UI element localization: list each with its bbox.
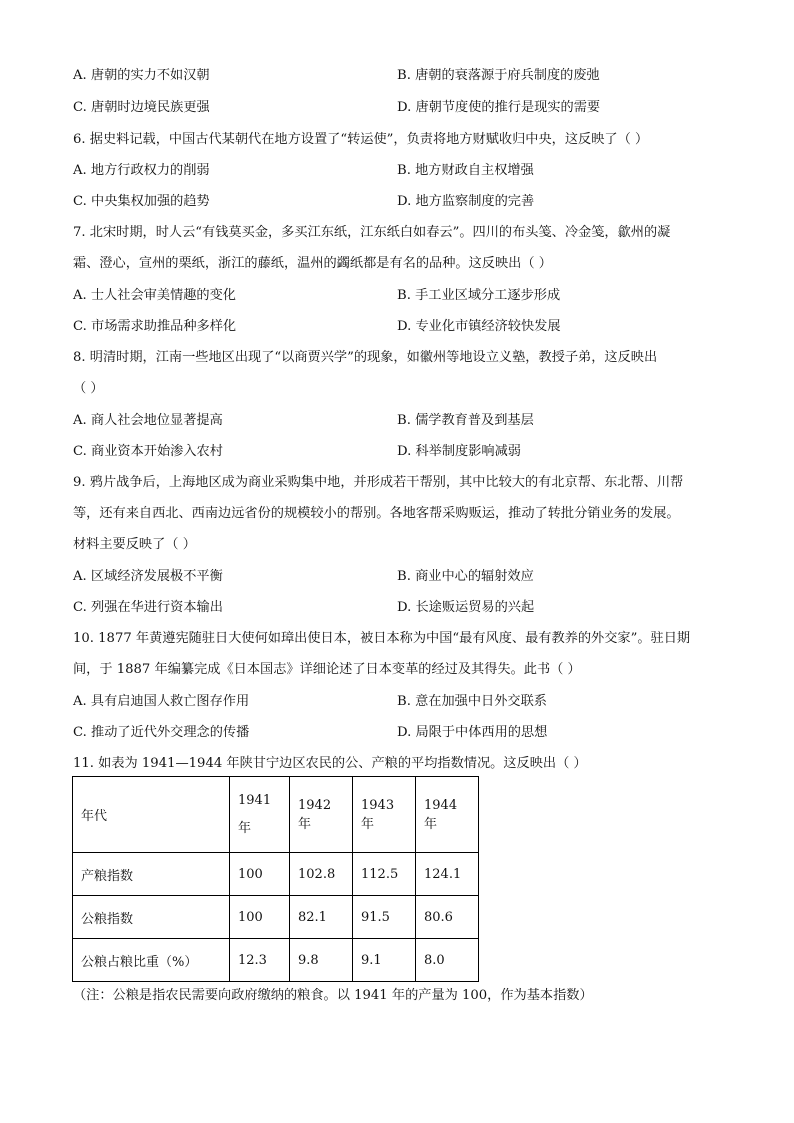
- q8-option-c: C. 商业资本开始渗入农村: [73, 444, 223, 459]
- table-cell: 124.1: [416, 853, 479, 896]
- q6-stem: 6. 据史料记载，中国古代某朝代在地方设置了“转运使”，负责将地方财赋收归中央，这反映了（ ）: [73, 132, 649, 147]
- q9-stem-line-2: 等，还有来自西北、西南边远省份的规模较小的帮别。各地客帮采购贩运，推动了转批分销业务的发展。: [73, 506, 680, 521]
- q7-option-a: A. 士人社会审美情趣的变化: [73, 288, 236, 303]
- table-cell: 100: [230, 896, 290, 939]
- table-cell: 102.8: [290, 853, 353, 896]
- table-cell: 9.8: [290, 939, 353, 982]
- q10-stem-line-1: 10. 1877 年黄遵宪随驻日大使何如璋出使日本，被日本称为中国“最有风度、最有教养的外交家”。驻日期: [73, 631, 691, 646]
- q6-option-c: C. 中央集权加强的趋势: [73, 194, 210, 209]
- table-header-cell: 1943 年: [353, 777, 416, 853]
- table-header-cell: 年代: [73, 777, 230, 853]
- q6-option-a: A. 地方行政权力的削弱: [73, 163, 210, 178]
- q7-stem-line-1: 7. 北宋时期，时人云“有钱莫买金，多买江东纸，江东纸白如春云”。四川的布头笺、冷金笺，歙州的凝: [73, 225, 671, 240]
- q5-option-d: D. 唐朝节度使的推行是现实的需要: [397, 100, 601, 115]
- q5-option-b: B. 唐朝的衰落源于府兵制度的废弛: [397, 68, 600, 83]
- grain-index-table: [72, 776, 479, 982]
- q10-option-c: C. 推动了近代外交理念的传播: [73, 725, 250, 740]
- q6-option-d: D. 地方监察制度的完善: [397, 194, 535, 209]
- q9-option-a: A. 区域经济发展极不平衡: [73, 569, 223, 584]
- q8-option-a: A. 商人社会地位显著提高: [73, 413, 223, 428]
- q10-option-b: B. 意在加强中日外交联系: [397, 694, 547, 709]
- table-header-row: [73, 777, 479, 853]
- table-cell: 112.5: [353, 853, 416, 896]
- table-row: [73, 939, 479, 982]
- q10-option-d: D. 局限于中体西用的思想: [397, 725, 548, 740]
- q8-option-d: D. 科举制度影响减弱: [397, 444, 521, 459]
- q9-stem-line-1: 9. 鸦片战争后，上海地区成为商业采购集中地，并形成若干帮别，其中比较大的有北京帮、东北帮、川帮: [73, 475, 684, 490]
- table-header-cell: 1944 年: [416, 777, 479, 853]
- q10-stem-line-2: 间，于 1887 年编纂完成《日本国志》详细论述了日本变革的经过及其得失。此书（ ）: [73, 662, 581, 677]
- q8-stem-line-1: 8. 明清时期，江南一些地区出现了“以商贾兴学”的现象，如徽州等地设立义塾，教授子弟，这反映出: [73, 350, 658, 365]
- table-cell: 9.1: [353, 939, 416, 982]
- table-cell: 12.3: [230, 939, 290, 982]
- q7-option-d: D. 专业化市镇经济较快发展: [397, 319, 561, 334]
- table-header-cell: 1941 年: [230, 777, 290, 853]
- table-cell: 产粮指数: [73, 853, 230, 896]
- q5-option-a: A. 唐朝的实力不如汉朝: [73, 68, 210, 83]
- table-cell: 公粮指数: [73, 896, 230, 939]
- table-note: （注：公粮是指农民需要向政府缴纳的粮食。以 1941 年的产量为 100，作为基本指数）: [73, 988, 593, 1003]
- q9-option-c: C. 列强在华进行资本输出: [73, 600, 223, 615]
- table-row: [73, 896, 479, 939]
- table-cell: 公粮占粮比重（%）: [73, 939, 230, 982]
- table-cell: 100: [230, 853, 290, 896]
- q9-stem-line-3: 材料主要反映了（ ）: [73, 537, 196, 552]
- q8-option-b: B. 儒学教育普及到基层: [397, 413, 534, 428]
- q9-option-b: B. 商业中心的辐射效应: [397, 569, 534, 584]
- table-cell: 91.5: [353, 896, 416, 939]
- q5-option-c: C. 唐朝时边境民族更强: [73, 100, 210, 115]
- q10-option-a: A. 具有启迪国人救亡图存作用: [73, 694, 250, 709]
- q6-option-b: B. 地方财政自主权增强: [397, 163, 534, 178]
- q8-stem-line-2: （ ）: [73, 381, 104, 396]
- table-cell: 8.0: [416, 939, 479, 982]
- table-cell: 80.6: [416, 896, 479, 939]
- q7-option-c: C. 市场需求助推品种多样化: [73, 319, 237, 334]
- q7-option-b: B. 手工业区域分工逐步形成: [397, 288, 561, 303]
- table-cell: 82.1: [290, 896, 353, 939]
- table-row: [73, 853, 479, 896]
- table-header-cell: 1942 年: [290, 777, 353, 853]
- q11-stem: 11. 如表为 1941—1944 年陕甘宁边区农民的公、产粮的平均指数情况。这反映出（ ）: [73, 756, 587, 771]
- q9-option-d: D. 长途贩运贸易的兴起: [397, 600, 535, 615]
- q7-stem-line-2: 霜、澄心，宣州的栗纸，浙江的藤纸，温州的蠲纸都是有名的品种。这反映出（ ）: [73, 256, 552, 271]
